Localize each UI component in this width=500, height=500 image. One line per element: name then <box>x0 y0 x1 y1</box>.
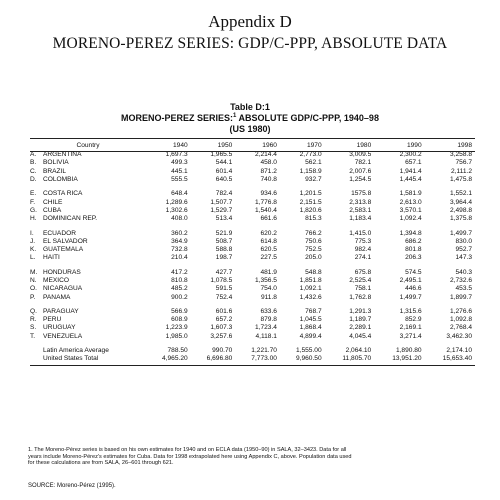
year-header: 1998 <box>457 142 472 149</box>
value-cell: 417.2 <box>171 268 188 276</box>
value-cell: 648.4 <box>171 190 188 198</box>
table-title-main: MORENO-PEREZ SERIES: <box>121 113 234 123</box>
row-letter: A. <box>30 151 37 159</box>
row-letter: T. <box>30 332 36 340</box>
totals-name: United States Total <box>43 355 99 363</box>
value-cell: 2,064.10 <box>345 347 372 355</box>
value-cell: 574.5 <box>405 268 422 276</box>
value-cell: 1,092.1 <box>299 285 322 293</box>
value-cell: 1,302.6 <box>165 206 188 214</box>
row-letter: J. <box>30 237 36 245</box>
value-cell: 210.4 <box>171 254 188 262</box>
value-cell: 445.1 <box>171 167 188 175</box>
value-cell: 1,581.9 <box>399 190 422 198</box>
value-cell: 750.6 <box>305 237 322 245</box>
row-letter: R. <box>30 316 37 324</box>
value-cell: 900.2 <box>171 293 188 301</box>
row-letter: E. <box>30 190 37 198</box>
table-bottom-rule <box>30 365 475 366</box>
row-letter: N. <box>30 277 37 284</box>
table-row <box>30 277 475 285</box>
value-cell: 608.9 <box>171 316 188 324</box>
value-cell: 3,271.4 <box>399 332 422 340</box>
value-cell: 1,851.8 <box>299 277 322 284</box>
value-cell: 732.8 <box>171 246 188 254</box>
value-cell: 205.0 <box>305 254 322 262</box>
country-name: CUBA <box>43 206 62 214</box>
country-name: HONDURAS <box>43 268 81 276</box>
value-cell: 740.8 <box>260 176 277 184</box>
value-cell: 633.6 <box>260 307 277 315</box>
value-cell: 775.3 <box>354 237 372 245</box>
value-cell: 566.9 <box>171 307 188 315</box>
year-header: 1960 <box>262 142 277 149</box>
value-cell: 3,570.1 <box>399 206 422 214</box>
country-column-header: Country <box>76 142 100 149</box>
value-cell: 588.8 <box>215 246 233 254</box>
value-cell: 1,555.00 <box>295 347 322 355</box>
value-cell: 620.5 <box>260 246 277 254</box>
value-cell: 620.2 <box>260 229 277 237</box>
table-row <box>30 285 475 293</box>
value-cell: 661.6 <box>260 215 277 223</box>
value-cell: 2,495.1 <box>399 277 422 284</box>
table-row <box>30 324 475 332</box>
value-cell: 788.50 <box>167 347 188 355</box>
value-cell: 990.70 <box>212 347 233 355</box>
table-subtitle: (US 1980) <box>229 124 271 134</box>
value-cell: 458.0 <box>260 159 277 167</box>
footnote <box>28 447 358 467</box>
value-cell: 1,289.6 <box>165 198 188 206</box>
table-row <box>30 238 475 246</box>
value-cell: 1,529.7 <box>210 206 233 214</box>
row-letter: P. <box>30 293 36 301</box>
value-cell: 614.8 <box>260 237 277 245</box>
value-cell: 1,607.3 <box>210 324 233 332</box>
country-name: PARAGUAY <box>43 307 79 315</box>
value-cell: 206.3 <box>405 254 422 262</box>
country-name: MEXICO <box>43 277 70 284</box>
value-cell: 1,201.5 <box>299 190 322 198</box>
row-letter: Q. <box>30 307 37 315</box>
value-cell: 9,960.50 <box>295 355 322 363</box>
value-cell: 752.4 <box>215 293 233 301</box>
row-letter: G. <box>30 206 37 214</box>
value-cell: 427.7 <box>215 268 233 276</box>
year-header: 1950 <box>217 142 233 149</box>
value-cell: 2,773.0 <box>299 151 322 159</box>
year-header: 1970 <box>306 142 322 149</box>
row-letter-empty <box>30 355 43 363</box>
value-cell: 3,257.6 <box>210 332 233 340</box>
table-row <box>30 246 475 254</box>
table-row <box>30 316 475 324</box>
value-cell: 686.2 <box>405 237 422 245</box>
value-cell: 657.2 <box>215 316 233 324</box>
value-cell: 2,169.1 <box>399 324 422 332</box>
value-cell: 810.8 <box>171 277 188 284</box>
row-letter: L. <box>30 254 36 262</box>
value-cell: 982.4 <box>354 246 372 254</box>
value-cell: 4,965.20 <box>161 355 188 363</box>
table-row <box>30 293 475 301</box>
value-cell: 3,462.30 <box>446 332 472 340</box>
value-cell: 521.9 <box>215 229 233 237</box>
value-cell: 2,111.2 <box>450 167 472 175</box>
table-row <box>30 229 475 237</box>
value-cell: 756.7 <box>455 159 472 167</box>
value-cell: 1,223.9 <box>165 324 188 332</box>
value-cell: 601.4 <box>215 167 233 175</box>
row-letter: C. <box>30 167 37 175</box>
value-cell: 830.0 <box>455 237 472 245</box>
value-cell: 1,183.4 <box>349 215 372 223</box>
value-cell: 2,498.8 <box>450 206 472 214</box>
value-cell: 1,868.4 <box>299 324 322 332</box>
value-cell: 1,356.5 <box>254 277 277 284</box>
table-row <box>30 168 475 176</box>
value-cell: 562.1 <box>305 159 322 167</box>
value-cell: 2,613.0 <box>399 198 422 206</box>
value-cell: 752.5 <box>305 246 322 254</box>
value-cell: 1,254.5 <box>349 176 372 184</box>
value-cell: 1,776.8 <box>254 198 277 206</box>
row-letter: F. <box>30 198 36 206</box>
value-cell: 801.8 <box>405 246 422 254</box>
value-cell: 640.5 <box>215 176 233 184</box>
value-cell: 360.2 <box>171 229 188 237</box>
table-header-rule <box>30 151 475 152</box>
value-cell: 1,540.4 <box>254 206 277 214</box>
value-cell: 513.4 <box>215 215 233 223</box>
value-cell: 3,964.4 <box>450 198 472 206</box>
value-cell: 446.6 <box>405 285 422 293</box>
value-cell: 1,158.9 <box>299 167 322 175</box>
value-cell: 548.8 <box>305 268 322 276</box>
table-row <box>30 151 475 159</box>
value-cell: 408.0 <box>171 215 188 223</box>
country-name: COLOMBIA <box>43 176 78 184</box>
series-heading: MORENO-PEREZ SERIES: GDP/C-PPP, ABSOLUTE DATA <box>52 35 448 52</box>
value-cell: 1,375.8 <box>450 215 472 223</box>
value-cell: 1,276.6 <box>450 307 472 315</box>
value-cell: 1,415.0 <box>349 229 372 237</box>
value-cell: 1,723.4 <box>254 324 277 332</box>
value-cell: 227.5 <box>260 254 277 262</box>
value-cell: 1,697.3 <box>165 151 188 159</box>
value-cell: 852.9 <box>405 316 422 324</box>
value-cell: 2,525.4 <box>349 277 372 284</box>
table-row <box>30 207 475 215</box>
country-name: BRAZIL <box>43 167 67 175</box>
totals-row <box>30 355 475 363</box>
table-body <box>30 151 475 364</box>
table-row <box>30 190 475 198</box>
value-cell: 364.9 <box>171 237 188 245</box>
year-header: 1980 <box>356 142 372 149</box>
value-cell: 2,732.6 <box>450 277 472 284</box>
value-cell: 1,092.8 <box>450 316 472 324</box>
year-header: 1990 <box>406 142 422 149</box>
country-name: ECUADOR <box>43 229 76 237</box>
value-cell: 591.5 <box>215 285 233 293</box>
totals-row <box>30 347 475 355</box>
value-cell: 11,805.70 <box>342 355 372 363</box>
value-cell: 4,899.4 <box>299 332 322 340</box>
value-cell: 1,965.5 <box>210 151 233 159</box>
value-cell: 2,007.6 <box>349 167 372 175</box>
country-name: DOMINICAN REP. <box>43 215 98 223</box>
row-letter: D. <box>30 176 37 184</box>
value-cell: 1,475.8 <box>450 176 472 184</box>
table-row <box>30 308 475 316</box>
table-row <box>30 198 475 206</box>
table-row <box>30 333 475 341</box>
row-letter: H. <box>30 215 37 223</box>
totals-name: Latin America Average <box>43 347 109 355</box>
country-name: PANAMA <box>43 293 71 301</box>
value-cell: 4,045.4 <box>349 332 372 340</box>
value-cell: 2,768.4 <box>450 324 472 332</box>
table-row <box>30 269 475 277</box>
table-row <box>30 159 475 167</box>
value-cell: 932.7 <box>305 176 322 184</box>
row-letter: O. <box>30 285 37 293</box>
value-cell: 499.3 <box>171 159 188 167</box>
value-cell: 453.5 <box>455 285 472 293</box>
country-name: CHILE <box>43 198 63 206</box>
value-cell: 754.0 <box>260 285 277 293</box>
country-name: BOLIVIA <box>43 159 69 167</box>
value-cell: 1,221.70 <box>251 347 277 355</box>
value-cell: 1,499.7 <box>399 293 422 301</box>
value-cell: 1,941.4 <box>399 167 422 175</box>
value-cell: 657.1 <box>405 159 422 167</box>
footnote-text: The Moreno-Pérez series is based on his own estimates for 1940 and on ECLA data (1950–90) in SALA, 32–3423. Data for all years include Moreno-Pérez's estimates for Cuba. Data for 1998 extrapolated here using Appendix C, above. Population data used for these calculations are from SALA, 26–601 through 621. <box>28 447 352 467</box>
value-cell: 1,092.4 <box>399 215 422 223</box>
value-cell: 3,009.5 <box>349 151 372 159</box>
country-name: VENEZUELA <box>43 332 83 340</box>
value-cell: 1,985.0 <box>165 332 188 340</box>
value-cell: 1575.8 <box>351 190 372 198</box>
value-cell: 481.9 <box>260 268 277 276</box>
country-name: HAITI <box>43 254 60 262</box>
gdp-table <box>30 140 475 364</box>
value-cell: 6,696.80 <box>206 355 233 363</box>
country-name: GUATEMALA <box>43 246 84 254</box>
row-letter: I. <box>30 229 34 237</box>
year-header: 1940 <box>172 142 188 149</box>
row-letter: S. <box>30 324 37 332</box>
value-cell: 2,174.10 <box>446 347 472 355</box>
value-cell: 758.1 <box>354 285 372 293</box>
value-cell: 675.8 <box>354 268 372 276</box>
value-cell: 879.8 <box>260 316 277 324</box>
value-cell: 1,432.6 <box>299 293 322 301</box>
value-cell: 1,445.4 <box>399 176 422 184</box>
value-cell: 1,315.6 <box>399 307 422 315</box>
value-cell: 544.1 <box>215 159 233 167</box>
value-cell: 782.4 <box>215 190 233 198</box>
value-cell: 1,762.8 <box>349 293 372 301</box>
value-cell: 766.2 <box>305 229 322 237</box>
value-cell: 1,890.80 <box>395 347 422 355</box>
value-cell: 2,289.1 <box>349 324 372 332</box>
country-name: PERU <box>43 316 62 324</box>
value-cell: 1,078.5 <box>210 277 233 284</box>
row-letter: M. <box>30 268 38 276</box>
value-cell: 815.3 <box>305 215 322 223</box>
value-cell: 13,951.20 <box>392 355 422 363</box>
value-cell: 911.8 <box>260 293 277 301</box>
footnote-number: 1. <box>28 447 33 453</box>
value-cell: 274.1 <box>354 254 372 262</box>
value-cell: 1,045.5 <box>299 316 322 324</box>
table-row <box>30 215 475 223</box>
value-cell: 1,507.7 <box>210 198 233 206</box>
value-cell: 1,899.7 <box>450 293 472 301</box>
value-cell: 555.5 <box>171 176 188 184</box>
value-cell: 1,552.1 <box>450 190 472 198</box>
row-letter: B. <box>30 159 37 167</box>
table-label: Table D:1 <box>230 102 270 112</box>
value-cell: 540.3 <box>455 268 472 276</box>
value-cell: 508.7 <box>215 237 233 245</box>
table-row <box>30 254 475 262</box>
value-cell: 15,653.40 <box>442 355 472 363</box>
value-cell: 4,118.1 <box>255 332 277 340</box>
value-cell: 2,300.2 <box>399 151 422 159</box>
country-name: COSTA RICA <box>43 190 83 198</box>
table-title <box>0 113 500 123</box>
value-cell: 1,394.8 <box>399 229 422 237</box>
value-cell: 1,189.7 <box>349 316 372 324</box>
table-top-rule <box>30 138 475 139</box>
value-cell: 934.6 <box>260 190 277 198</box>
value-cell: 147.3 <box>455 254 472 262</box>
value-cell: 768.7 <box>305 307 322 315</box>
country-name: NICARAGUA <box>43 285 83 293</box>
value-cell: 2,214.4 <box>254 151 277 159</box>
table-title-footnote-marker: 1 <box>233 113 237 119</box>
row-letter: K. <box>30 246 37 254</box>
value-cell: 3,258.8 <box>450 151 472 159</box>
value-cell: 2,151.5 <box>299 198 322 206</box>
value-cell: 7,773.00 <box>251 355 277 363</box>
value-cell: 1,499.7 <box>450 229 472 237</box>
value-cell: 198.7 <box>215 254 233 262</box>
table-title-rest: ABSOLUTE GDP/C-PPP, 1940–98 <box>236 113 379 123</box>
value-cell: 952.7 <box>455 246 472 254</box>
value-cell: 2,313.8 <box>349 198 372 206</box>
value-cell: 2,583.1 <box>349 206 372 214</box>
table-row <box>30 176 475 184</box>
source-note: SOURCE: Moreno-Pérez (1995). <box>28 483 116 489</box>
appendix-heading: Appendix D <box>208 12 292 31</box>
value-cell: 1,291.3 <box>349 307 372 315</box>
value-cell: 601.6 <box>215 307 233 315</box>
value-cell: 1,820.6 <box>299 206 322 214</box>
value-cell: 871.2 <box>260 167 277 175</box>
row-letter-empty <box>30 347 43 355</box>
country-name: URUGUAY <box>43 324 76 332</box>
country-name: ARGENTINA <box>43 151 82 159</box>
table-header-row <box>30 140 475 151</box>
country-name: EL SALVADOR <box>43 237 88 245</box>
value-cell: 782.1 <box>354 159 372 167</box>
value-cell: 485.2 <box>171 285 188 293</box>
